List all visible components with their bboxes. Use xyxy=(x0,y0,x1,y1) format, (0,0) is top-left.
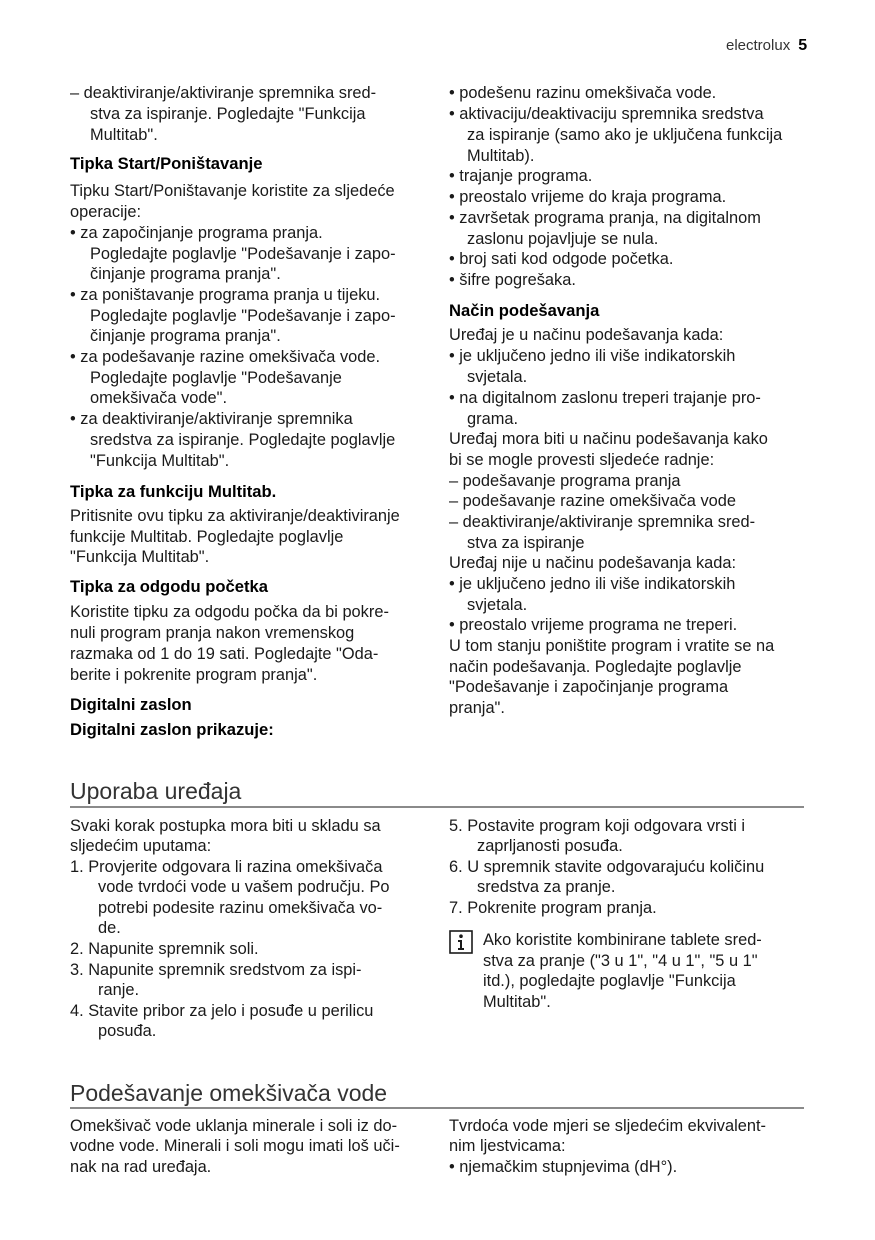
text-line: omekšivača vode". xyxy=(90,389,228,407)
text-line: berite i pokrenite program pranja". xyxy=(70,666,318,684)
subheading: Digitalni zaslon prikazuje: xyxy=(70,720,274,739)
text-line: "Funkcija Multitab". xyxy=(70,548,210,566)
text-line: za ispiranje (samo ako je uključena funkcija xyxy=(467,126,783,144)
text-line: grama. xyxy=(467,410,519,428)
text-line: stva za ispiranje. Pogledajte "Funkcija xyxy=(90,105,366,123)
text-line: – deaktiviranje/aktiviranje spremnika sred- xyxy=(70,84,377,102)
text-line: vode tvrdoći vode u vašem području. Po xyxy=(98,878,390,896)
text-line: 7. Pokrenite program pranja. xyxy=(449,899,657,917)
text-line: • trajanje programa. xyxy=(449,167,593,185)
text-line: 4. Stavite pribor za jelo i posuđe u perilicu xyxy=(70,1002,374,1020)
text-line: pranja". xyxy=(449,699,505,717)
text-line: Multitab". xyxy=(90,126,158,144)
text-line: nim ljestvicama: xyxy=(449,1137,566,1155)
text-line: posuđa. xyxy=(98,1022,157,1040)
text-line: 3. Napunite spremnik sredstvom za ispi- xyxy=(70,961,362,979)
subheading: Tipka Start/Poništavanje xyxy=(70,154,263,173)
text-line: činjanje programa pranja". xyxy=(90,265,281,283)
text-line: stva za pranje ("3 u 1", "4 u 1", "5 u 1" xyxy=(483,952,758,970)
text-line: sredstva za pranje. xyxy=(477,878,616,896)
text-line: ranje. xyxy=(98,981,140,999)
text-line: operacije: xyxy=(70,203,142,221)
text-line: Pogledajte poglavlje "Podešavanje i zapo- xyxy=(90,307,396,325)
text-line: – podešavanje programa pranja xyxy=(449,472,681,490)
text-line: • je uključeno jedno ili više indikatorskih xyxy=(449,347,736,365)
section-title-softener: Podešavanje omekšivača vode xyxy=(70,1080,388,1106)
text-line: Multitab). xyxy=(467,147,535,165)
text-line: • aktivaciju/deaktivaciju spremnika sredstva xyxy=(449,105,764,123)
text-line: stva za ispiranje xyxy=(467,534,585,552)
text-line: činjanje programa pranja". xyxy=(90,327,281,345)
text-line: bi se mogle provesti sljedeće radnje: xyxy=(449,451,715,469)
info-icon xyxy=(449,930,473,954)
text-line: Ako koristite kombinirane tablete sred- xyxy=(483,931,762,949)
section-divider xyxy=(70,806,804,808)
subheading: Tipka za funkciju Multitab. xyxy=(70,482,277,501)
text-line: zaprljanosti posuđa. xyxy=(477,837,623,855)
text-line: • završetak programa pranja, na digitalnom xyxy=(449,209,761,227)
text-line: potrebi podesite razinu omekšivača vo- xyxy=(98,899,383,917)
text-line: zaslonu pojavljuje se nula. xyxy=(467,230,659,248)
text-line: sredstva za ispiranje. Pogledajte poglavlje xyxy=(90,431,396,449)
text-line: nuli program pranja nakon vremenskog xyxy=(70,624,355,642)
text-line: Multitab". xyxy=(483,993,551,1011)
text-line: sljedećim uputama: xyxy=(70,837,212,855)
text-line: – deaktiviranje/aktiviranje spremnika sred- xyxy=(449,513,756,531)
text-line: • za deaktiviranje/aktiviranje spremnika xyxy=(70,410,353,428)
text-line: nak na rad uređaja. xyxy=(70,1158,212,1176)
text-line: Omekšivač vode uklanja minerale i soli iz do- xyxy=(70,1117,398,1135)
text-line: "Podešavanje i započinjanje programa xyxy=(449,678,729,696)
text-line: • njemačkim stupnjevima (dH°). xyxy=(449,1158,678,1176)
text-line: • je uključeno jedno ili više indikatorskih xyxy=(449,575,736,593)
text-line: • šifre pogrešaka. xyxy=(449,271,576,289)
subheading: Tipka za odgodu početka xyxy=(70,577,268,596)
text-line: • na digitalnom zaslonu treperi trajanje pro- xyxy=(449,389,761,407)
text-line: Uređaj je u načinu podešavanja kada: xyxy=(449,326,724,344)
text-line: "Funkcija Multitab". xyxy=(90,452,230,470)
text-line: • podešenu razinu omekšivača vode. xyxy=(449,84,717,102)
text-line: U tom stanju poništite program i vratite se na xyxy=(449,637,775,655)
text-line: funkcije Multitab. Pogledajte poglavlje xyxy=(70,528,344,546)
text-line: itd.), pogledajte poglavlje "Funkcija xyxy=(483,972,736,990)
text-line: razmaka od 1 do 19 sati. Pogledajte "Oda- xyxy=(70,645,379,663)
page-number: 5 xyxy=(798,37,808,54)
text-line: • preostalo vrijeme do kraja programa. xyxy=(449,188,727,206)
text-line: 5. Postavite program koji odgovara vrsti i xyxy=(449,817,746,835)
text-line: • broj sati kod odgode početka. xyxy=(449,250,674,268)
section-title-usage: Uporaba uređaja xyxy=(70,778,242,804)
text-line: vodne vode. Minerali i soli mogu imati loš uči- xyxy=(70,1137,400,1155)
text-line: – podešavanje razine omekšivača vode xyxy=(449,492,737,510)
text-line: Svaki korak postupka mora biti u skladu sa xyxy=(70,817,381,835)
page-header xyxy=(726,37,807,55)
text-line: Tipku Start/Poništavanje koristite za sljedeće xyxy=(70,182,395,200)
text-line: Pogledajte poglavlje "Podešavanje xyxy=(90,369,342,387)
text-line: Koristite tipku za odgodu počka da bi pokre- xyxy=(70,603,389,621)
text-line: Uređaj mora biti u načinu podešavanja kako xyxy=(449,430,768,448)
text-line: Tvrdoća vode mjeri se sljedećim ekvivalent- xyxy=(449,1117,767,1135)
text-line: • za započinjanje programa pranja. xyxy=(70,224,323,242)
text-line: svjetala. xyxy=(467,368,528,386)
text-line: • za poništavanje programa pranja u tijeku. xyxy=(70,286,381,304)
subheading: Način podešavanja xyxy=(449,301,600,320)
subheading: Digitalni zaslon xyxy=(70,695,192,714)
text-line: Pogledajte poglavlje "Podešavanje i zapo- xyxy=(90,245,396,263)
text-line: 2. Napunite spremnik soli. xyxy=(70,940,259,958)
text-line: način podešavanja. Pogledajte poglavlje xyxy=(449,658,742,676)
text-line: 1. Provjerite odgovara li razina omekšivača xyxy=(70,858,383,876)
text-line: de. xyxy=(98,919,121,937)
text-line: Pritisnite ovu tipku za aktiviranje/deaktiviranje xyxy=(70,507,400,525)
brand-name: electrolux xyxy=(726,37,791,54)
text-line: 6. U spremnik stavite odgovarajuću količinu xyxy=(449,858,765,876)
text-line: Uređaj nije u načinu podešavanja kada: xyxy=(449,554,737,572)
section-divider xyxy=(70,1107,804,1109)
text-line: svjetala. xyxy=(467,596,528,614)
text-line: • preostalo vrijeme programa ne treperi. xyxy=(449,616,738,634)
text-line: • za podešavanje razine omekšivača vode. xyxy=(70,348,381,366)
